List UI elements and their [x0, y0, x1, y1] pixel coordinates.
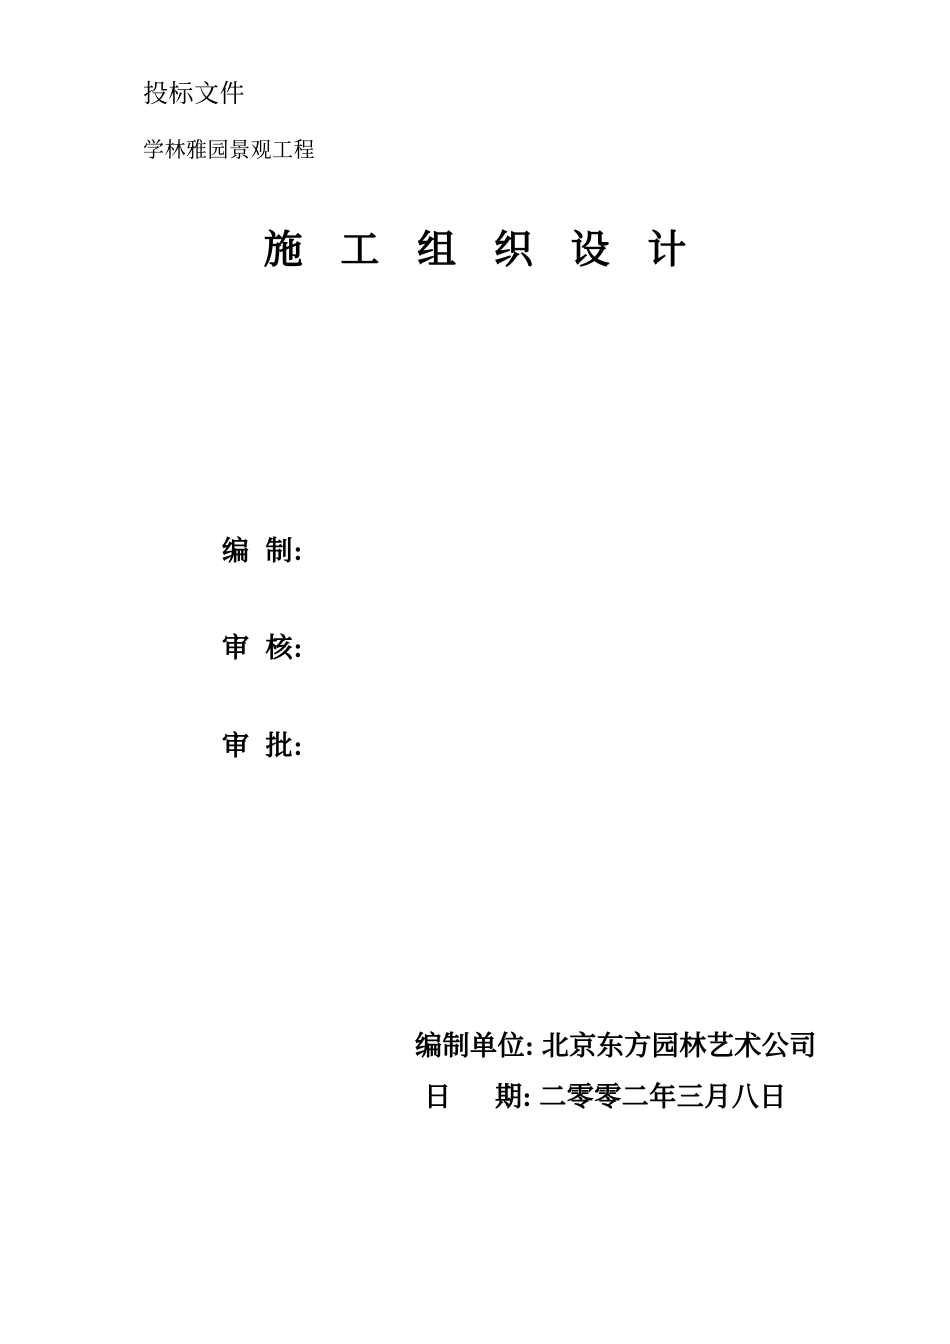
project-name-label: 学林雅园景观工程: [143, 138, 315, 162]
preparing-unit-label: 编制单位: 北京东方园林艺术公司: [415, 1031, 817, 1061]
document-type-label: 投标文件: [143, 81, 246, 108]
page-title: 施 工 组 织 设 计: [263, 229, 701, 272]
document-date-label: 日 期: 二零零二年三月八日: [424, 1082, 787, 1112]
field-prepared-by-label: 编 制:: [222, 536, 304, 566]
field-reviewed-by-label: 审 核:: [222, 633, 304, 663]
field-approved-by-label: 审 批:: [222, 731, 304, 761]
